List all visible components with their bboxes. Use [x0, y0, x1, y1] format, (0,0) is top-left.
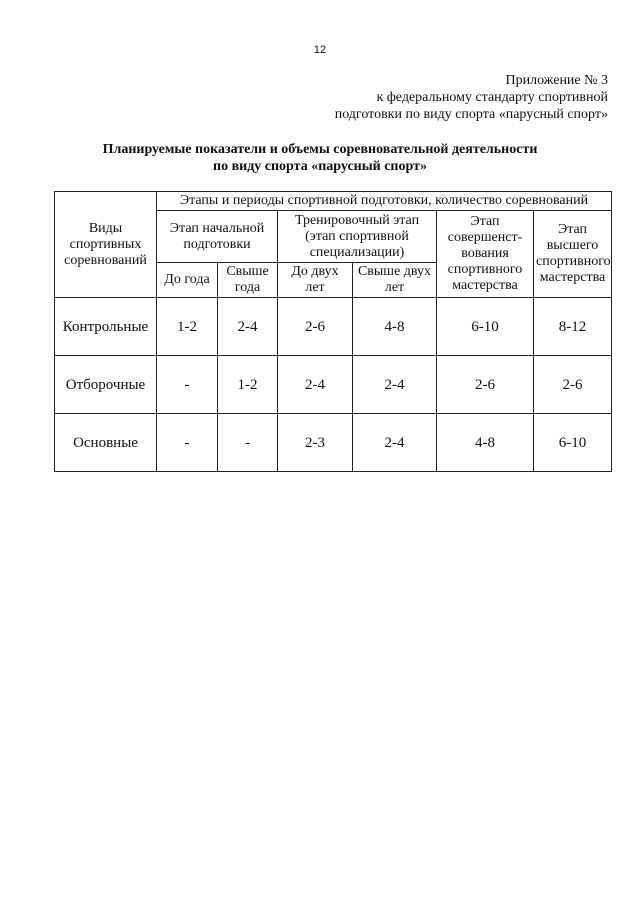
table-cell: 2-4: [353, 414, 437, 472]
table-cell: 8-12: [534, 298, 612, 356]
table-cell: 2-6: [534, 356, 612, 414]
row-label-cell: Основные: [55, 414, 157, 472]
table-cell: 6-10: [534, 414, 612, 472]
table-cell: 1-2: [218, 356, 278, 414]
table-cell: -: [218, 414, 278, 472]
stage-header-improvement: Этап совершенст-вования спортивного мастерства: [437, 211, 534, 298]
page-number: 12: [313, 44, 327, 56]
table-cell: 4-8: [437, 414, 534, 472]
appendix-line-3: подготовки по виду спорта «парусный спорт»: [334, 107, 608, 122]
row-label-cell: Контрольные: [55, 298, 157, 356]
table-cell: 1-2: [157, 298, 218, 356]
table-cell: -: [157, 414, 218, 472]
table-row: [55, 356, 612, 414]
appendix-note: [335, 72, 608, 123]
table-cell: 2-4: [278, 356, 353, 414]
stage-header-initial: Этап начальной подготовки: [157, 211, 278, 263]
table-cell: 2-3: [278, 414, 353, 472]
table-cell: 4-8: [353, 298, 437, 356]
group-header-cell: Этапы и периоды спортивной подготовки, количество соревнований: [157, 192, 612, 211]
stage-header-higher-mastery: Этап высшего спортивного мастерства: [534, 211, 612, 298]
document-title: [0, 141, 640, 175]
table-cell: 6-10: [437, 298, 534, 356]
table-cell: 2-6: [437, 356, 534, 414]
table-row: [55, 414, 612, 472]
appendix-line-2: к федеральному стандарту спортивной: [376, 90, 608, 105]
title-line-2: по виду спорта «парусный спорт»: [213, 159, 427, 174]
sub-header-cell: До двух лет: [278, 263, 353, 298]
table-cell: 2-4: [353, 356, 437, 414]
stage-header-training: Тренировочный этап (этап спортивной специализации): [278, 211, 437, 263]
sub-header-cell: Свыше двух лет: [353, 263, 437, 298]
competition-table: [54, 191, 612, 472]
sub-header-cell: Свыше года: [218, 263, 278, 298]
row-header-cell: Виды спортивных соревнований: [55, 192, 157, 298]
table-cell: 2-6: [278, 298, 353, 356]
table-row: [55, 298, 612, 356]
row-label-cell: Отборочные: [55, 356, 157, 414]
title-line-1: Планируемые показатели и объемы соревновательной деятельности: [102, 142, 538, 157]
table-cell: 2-4: [218, 298, 278, 356]
table-cell: -: [157, 356, 218, 414]
appendix-line-1: Приложение № 3: [505, 73, 608, 88]
sub-header-cell: До года: [157, 263, 218, 298]
